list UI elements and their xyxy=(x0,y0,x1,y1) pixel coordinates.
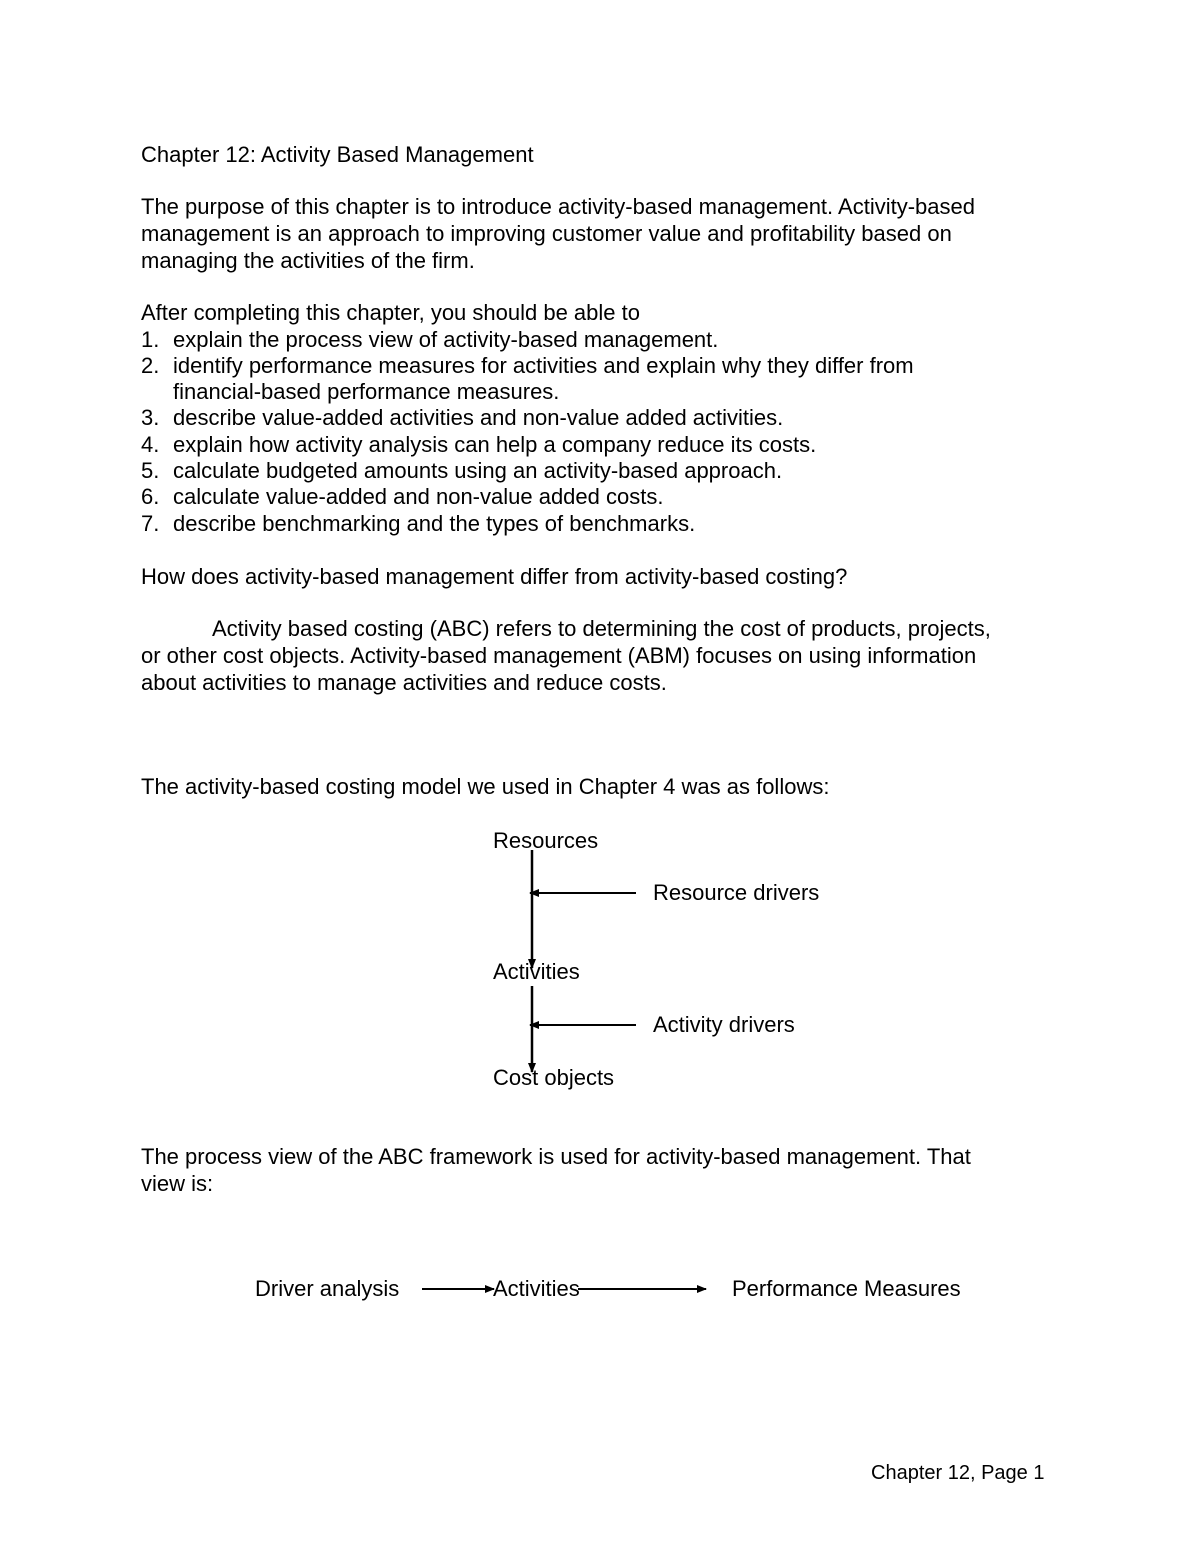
node-cost-objects: Cost objects xyxy=(493,1065,615,1090)
node-process-activities: Activities xyxy=(493,1276,580,1301)
node-performance-measures: Performance Measures xyxy=(732,1276,961,1301)
process-view-intro-line-1: The process view of the ABC framework is used for activity-based management. That xyxy=(141,1144,971,1169)
answer-line-1: Activity based costing (ABC) refers to determining the cost of products, projects, xyxy=(212,616,991,641)
node-driver-analysis: Driver analysis xyxy=(255,1276,400,1301)
label-activity-drivers: Activity drivers xyxy=(653,1012,795,1037)
purpose-line-3: managing the activities of the firm. xyxy=(141,248,475,273)
objective-number: 4. xyxy=(141,432,160,457)
abc-model-intro: The activity-based costing model we used in Chapter 4 was as follows: xyxy=(141,774,830,799)
label-resource-drivers: Resource drivers xyxy=(653,880,820,905)
objective-text: calculate value-added and non-value added costs. xyxy=(173,484,664,509)
answer-line-2: or other cost objects. Activity-based management (ABM) focuses on using information xyxy=(141,643,977,668)
objective-number: 1. xyxy=(141,327,160,352)
objective-number: 3. xyxy=(141,405,160,430)
node-resources: Resources xyxy=(493,828,599,853)
objective-text: identify performance measures for activities and explain why they differ from xyxy=(173,353,914,378)
node-activities: Activities xyxy=(493,959,580,984)
objective-text: explain the process view of activity-based management. xyxy=(173,327,719,352)
objective-number: 5. xyxy=(141,458,160,483)
objective-number: 7. xyxy=(141,511,160,536)
purpose-line-1: The purpose of this chapter is to introduce activity-based management. Activity-based xyxy=(141,194,975,219)
page-title: Chapter 12: Activity Based Management xyxy=(141,142,534,167)
objective-text: financial-based performance measures. xyxy=(173,379,560,404)
page-footer: Chapter 12, Page 1 xyxy=(871,1462,1045,1484)
objective-text: calculate budgeted amounts using an activity-based approach. xyxy=(173,458,783,483)
objectives-intro: After completing this chapter, you should be able to xyxy=(141,300,640,325)
objective-text: explain how activity analysis can help a company reduce its costs. xyxy=(173,432,817,457)
purpose-line-2: management is an approach to improving customer value and profitability based on xyxy=(141,221,952,246)
objective-number: 6. xyxy=(141,484,160,509)
answer-line-3: about activities to manage activities and reduce costs. xyxy=(141,670,667,695)
objective-text: describe value-added activities and non-value added activities. xyxy=(173,405,784,430)
objective-number: 2. xyxy=(141,353,160,378)
objective-text: describe benchmarking and the types of benchmarks. xyxy=(173,511,696,536)
process-view-intro-line-2: view is: xyxy=(141,1171,214,1196)
question: How does activity-based management differ from activity-based costing? xyxy=(141,564,848,589)
